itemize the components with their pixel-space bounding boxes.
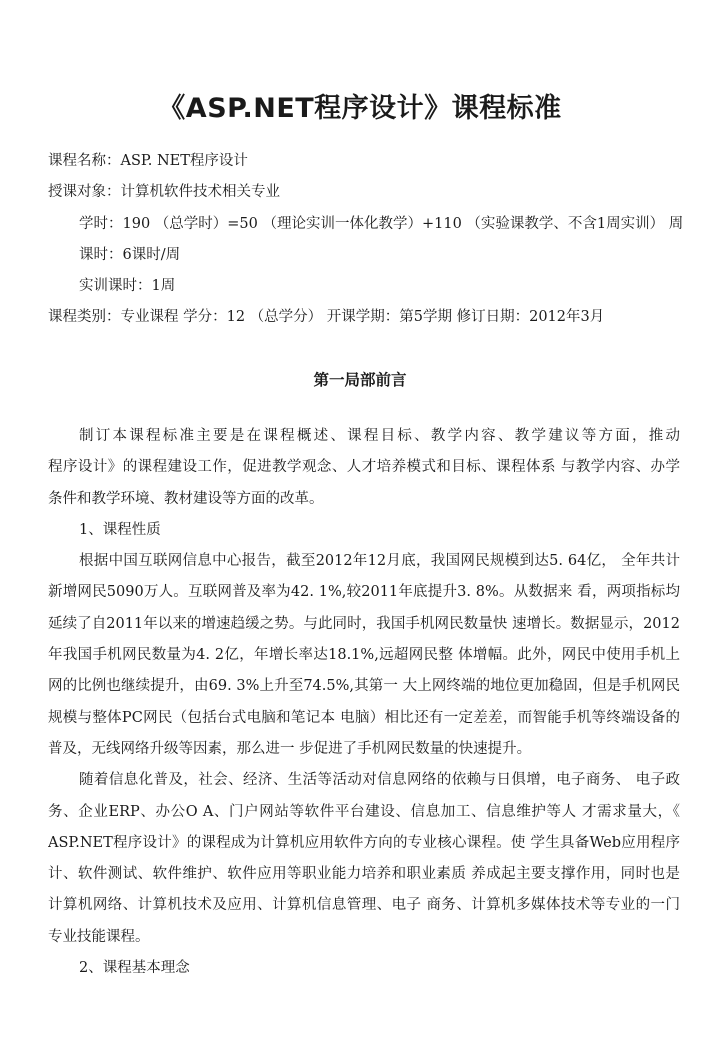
paragraph-line: 规模与整体PC网民（包括台式电脑和笔记本 电脑）相比还有一定差差，而智能手机等终端设备的 — [48, 709, 680, 726]
paragraph-line: 程序设计》的课程建设工作，促进教学观念、人才培养模式和目标、课程体系 与教学内容、办学 — [48, 459, 680, 476]
weekly-hours: 课时：6课时/周 — [79, 246, 181, 263]
body-text — [48, 421, 680, 984]
course-info — [48, 146, 684, 334]
paragraph-line: 制订本课程标准主要是在课程概述、课程目标、教学内容、教学建议等方面，推动 — [79, 428, 680, 444]
paragraph-line: 务、企业ERP、办公O A、门户网站等软件平台建设、信息加工、信息维护等人 才需求量大，《 — [48, 803, 680, 820]
course-category: 课程类别：专业课程 学分：12 （总学分） 开课学期：第5学期 修订日期：2012年3月 — [48, 309, 605, 326]
paragraph-line: 延续了自2011年以来的增速趋缓之势。与此同时，我国手机网民数量快 速增长。数据显示，2012 — [48, 615, 680, 632]
paragraph-line: ASP.NET程序设计》的课程成为计算机应用软件方向的专业核心课程。使 学生具备Web应用程序 — [48, 834, 680, 851]
training-hours: 实训课时：1周 — [79, 278, 176, 295]
section-heading: 第一局部前言 — [313, 371, 407, 389]
paragraph-line: 新增网民5090万人。互联网普及率为42. 1%,较2011年底提升3. 8%。从数据来 看，两项指标均 — [48, 584, 680, 601]
subheading-basic-philosophy: 2、课程基本理念 — [79, 960, 190, 977]
paragraph-line: 计、软件测试、软件维护、软件应用等职业能力培养和职业素质 养成起主要支撑作用，同时也是 — [48, 866, 680, 883]
paragraph-line: 条件和教学环境、教材建设等方面的改革。 — [48, 490, 324, 507]
paragraph-line: 网的比例也继续提升，由69. 3%上升至74.5%,其第一 大上网终端的地位更加稳固，但是手机网民 — [48, 678, 680, 695]
paragraph-line: 专业技能课程。 — [48, 928, 150, 945]
paragraph-line: 根据中国互联网信息中心报告，截至2012年12月底，我国网民规模到达5. 64亿， 全年共计 — [79, 553, 680, 570]
paragraph-line: 普及，无线网络升级等因素，那么进一 步促进了手机网民数量的快速提升。 — [48, 740, 532, 757]
course-name: 课程名称：ASP. NET程序设计 — [48, 153, 248, 169]
subheading-course-nature: 1、课程性质 — [79, 521, 161, 538]
paragraph-line: 随着信息化普及，社会、经济、生活等活动对信息网络的依赖与日俱增，电子商务、 电子政 — [79, 772, 680, 789]
target-audience: 授课对象：计算机软件技术相关专业 — [48, 184, 280, 201]
paragraph-line: 年我国手机网民数量为4. 2亿，年增长率达18.1%,远超网民整 体增幅。此外，网民中使用手机上 — [48, 647, 680, 664]
document-title: 《ASP.NET程序设计》课程标准 — [158, 93, 562, 124]
paragraph-line: 计算机网络、计算机技术及应用、计算机信息管理、电子 商务、计算机多媒体技术等专业的一门 — [48, 897, 680, 914]
hours: 学时：190 （总学时）=50 （理论实训一体化教学）+110 （实验课教学、不含1周实训） 周 — [79, 215, 684, 232]
